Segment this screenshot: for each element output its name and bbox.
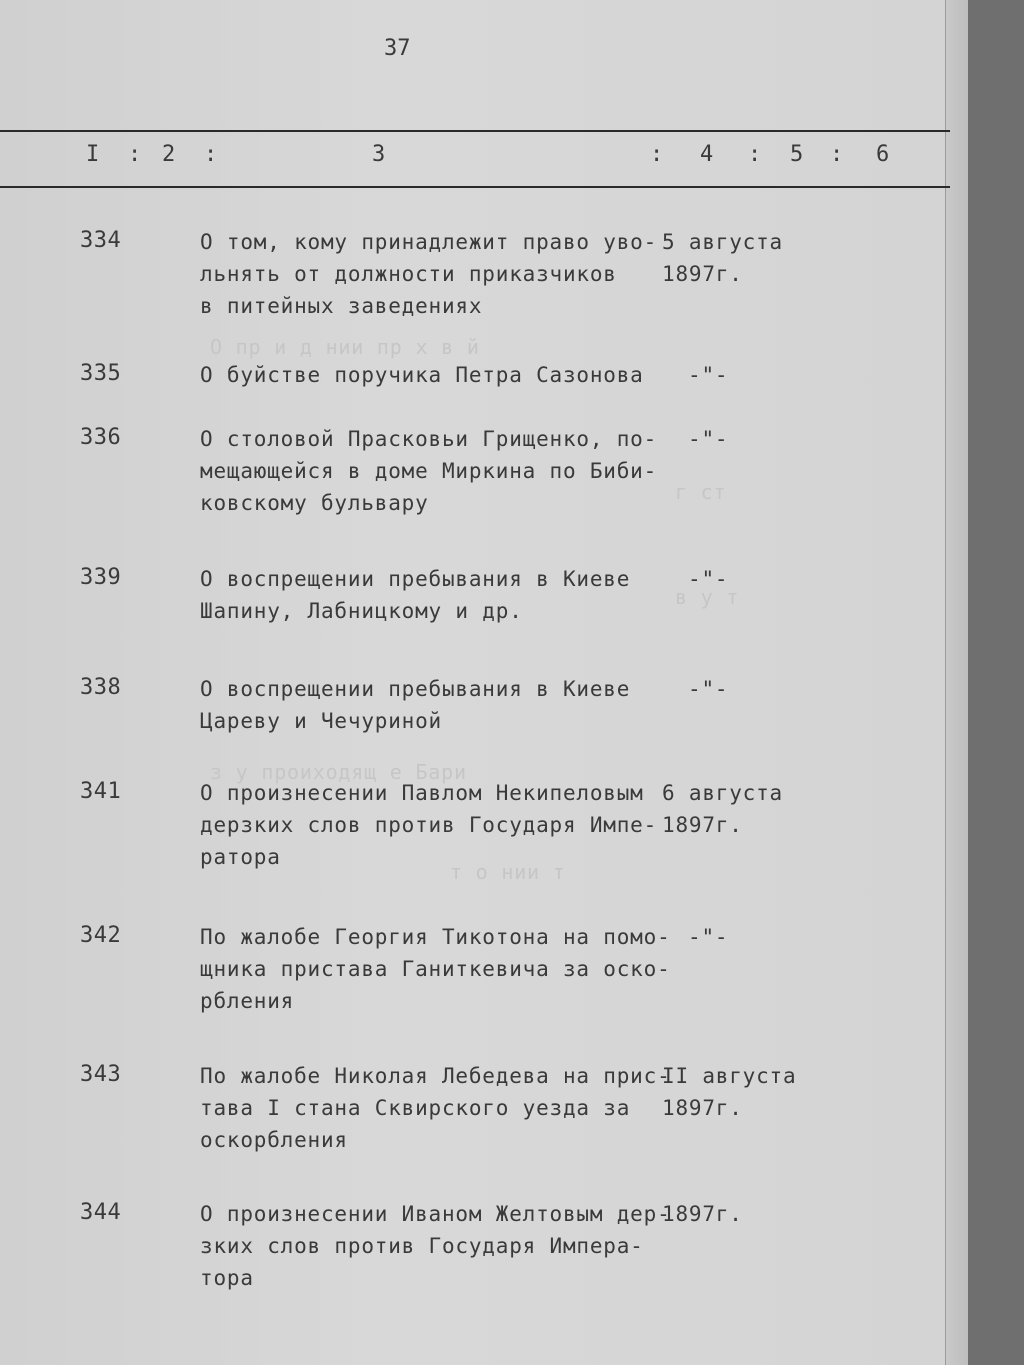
entry-date-line: 1897г.: [662, 262, 743, 286]
entry-title-line: ковскому бульвару: [200, 491, 429, 515]
show-through-text: О пр и д нии пр х в й: [210, 335, 480, 359]
page-number: 37: [384, 36, 411, 61]
entry-date: [662, 563, 728, 595]
entry-date: [662, 359, 728, 391]
entry-title-line: тора: [200, 1266, 254, 1290]
show-through-text: г ст: [675, 480, 727, 504]
next-page-edge: [945, 0, 968, 1365]
entry-number: 336: [80, 425, 122, 450]
entry-number: 334: [80, 228, 122, 253]
entry-number: 344: [80, 1200, 122, 1225]
entry-title-line: льнять от должности приказчиков: [200, 262, 617, 286]
entry-title-line: щника пристава Ганиткевича за оско-: [200, 957, 671, 981]
entry-title-line: дерзких слов против Государя Импе-: [200, 813, 658, 837]
entry-date-line: -"-: [688, 427, 729, 451]
entry-title-line: О воспрещении пребывания в Киеве: [200, 677, 631, 701]
entry-date: [662, 673, 728, 705]
column-separator: :: [830, 142, 844, 167]
entry-title-line: О том, кому принадлежит право уво-: [200, 230, 658, 254]
entry-date: [662, 1060, 796, 1124]
column-separator: :: [128, 142, 142, 167]
entry-title-line: мещающейся в доме Миркина по Биби-: [200, 459, 658, 483]
entry-title: [200, 1198, 670, 1294]
entry-date-line: -"-: [688, 925, 729, 949]
entry-title-line: в питейных заведениях: [200, 294, 483, 318]
entry-title-line: оскорбления: [200, 1128, 348, 1152]
entry-title-line: О буйстве поручика Петра Сазонова: [200, 363, 644, 387]
column-separator: :: [204, 142, 218, 167]
entry-title-line: тава I стана Сквирского уезда за: [200, 1096, 631, 1120]
entry-title-line: зких слов против Государя Импера-: [200, 1234, 644, 1258]
entry-title: [200, 563, 670, 627]
entry-date-line: II августа: [662, 1064, 797, 1088]
table-header-top-rule: [0, 130, 950, 132]
entry-title: [200, 226, 670, 322]
entry-title-line: Цареву и Чечуриной: [200, 709, 442, 733]
entry-title-line: По жалобе Георгия Тикотона на помо-: [200, 925, 671, 949]
entry-date: [662, 921, 728, 953]
column-header-4: 4: [700, 142, 714, 167]
entry-title: [200, 1060, 670, 1156]
entry-date-line: -"-: [688, 677, 729, 701]
entry-title-line: ратора: [200, 845, 281, 869]
entry-number: 339: [80, 565, 122, 590]
entry-title-line: По жалобе Николая Лебедева на прис-: [200, 1064, 671, 1088]
entry-title: [200, 777, 670, 873]
show-through-text: т о нии т: [450, 860, 566, 884]
show-through-text: з у проиходящ е Бари: [210, 760, 467, 784]
entry-number: 343: [80, 1062, 122, 1087]
column-header-5: 5: [790, 142, 804, 167]
show-through-text: в у т: [675, 585, 740, 609]
entry-date-line: 1897г.: [662, 1096, 743, 1120]
column-separator: :: [650, 142, 664, 167]
column-header-3: 3: [372, 142, 386, 167]
entry-title-line: О воспрещении пребывания в Киеве: [200, 567, 631, 591]
entry-title: [200, 921, 670, 1017]
entry-title-line: О произнесении Павлом Некипеловым: [200, 781, 644, 805]
entry-date: [662, 777, 783, 841]
entry-date: [662, 423, 728, 455]
entry-date-line: 1897г.: [662, 813, 743, 837]
entry-date-line: 5 августа: [662, 230, 783, 254]
entry-title: [200, 673, 670, 737]
entry-date: [662, 1198, 743, 1230]
entry-number: 342: [80, 923, 122, 948]
entry-number: 341: [80, 779, 122, 804]
column-separator: :: [748, 142, 762, 167]
entry-title: [200, 359, 670, 391]
entry-date-line: 6 августа: [662, 781, 783, 805]
entry-title-line: О произнесении Иваном Желтовым дер-: [200, 1202, 671, 1226]
entry-title-line: Шапину, Лабницкому и др.: [200, 599, 523, 623]
column-header-2: 2: [162, 142, 176, 167]
entry-number: 338: [80, 675, 122, 700]
column-header-1: I: [86, 142, 100, 167]
entry-title-line: О столовой Прасковьи Грищенко, по-: [200, 427, 658, 451]
entry-title: [200, 423, 670, 519]
entry-number: 335: [80, 361, 122, 386]
entry-title-line: рбления: [200, 989, 295, 1013]
table-header-bottom-rule: [0, 186, 950, 188]
entry-date-line: -"-: [688, 567, 729, 591]
entry-date-line: -"-: [688, 363, 729, 387]
column-header-6: 6: [876, 142, 890, 167]
entry-date: [662, 226, 783, 290]
entry-date-line: 1897г.: [662, 1202, 743, 1226]
